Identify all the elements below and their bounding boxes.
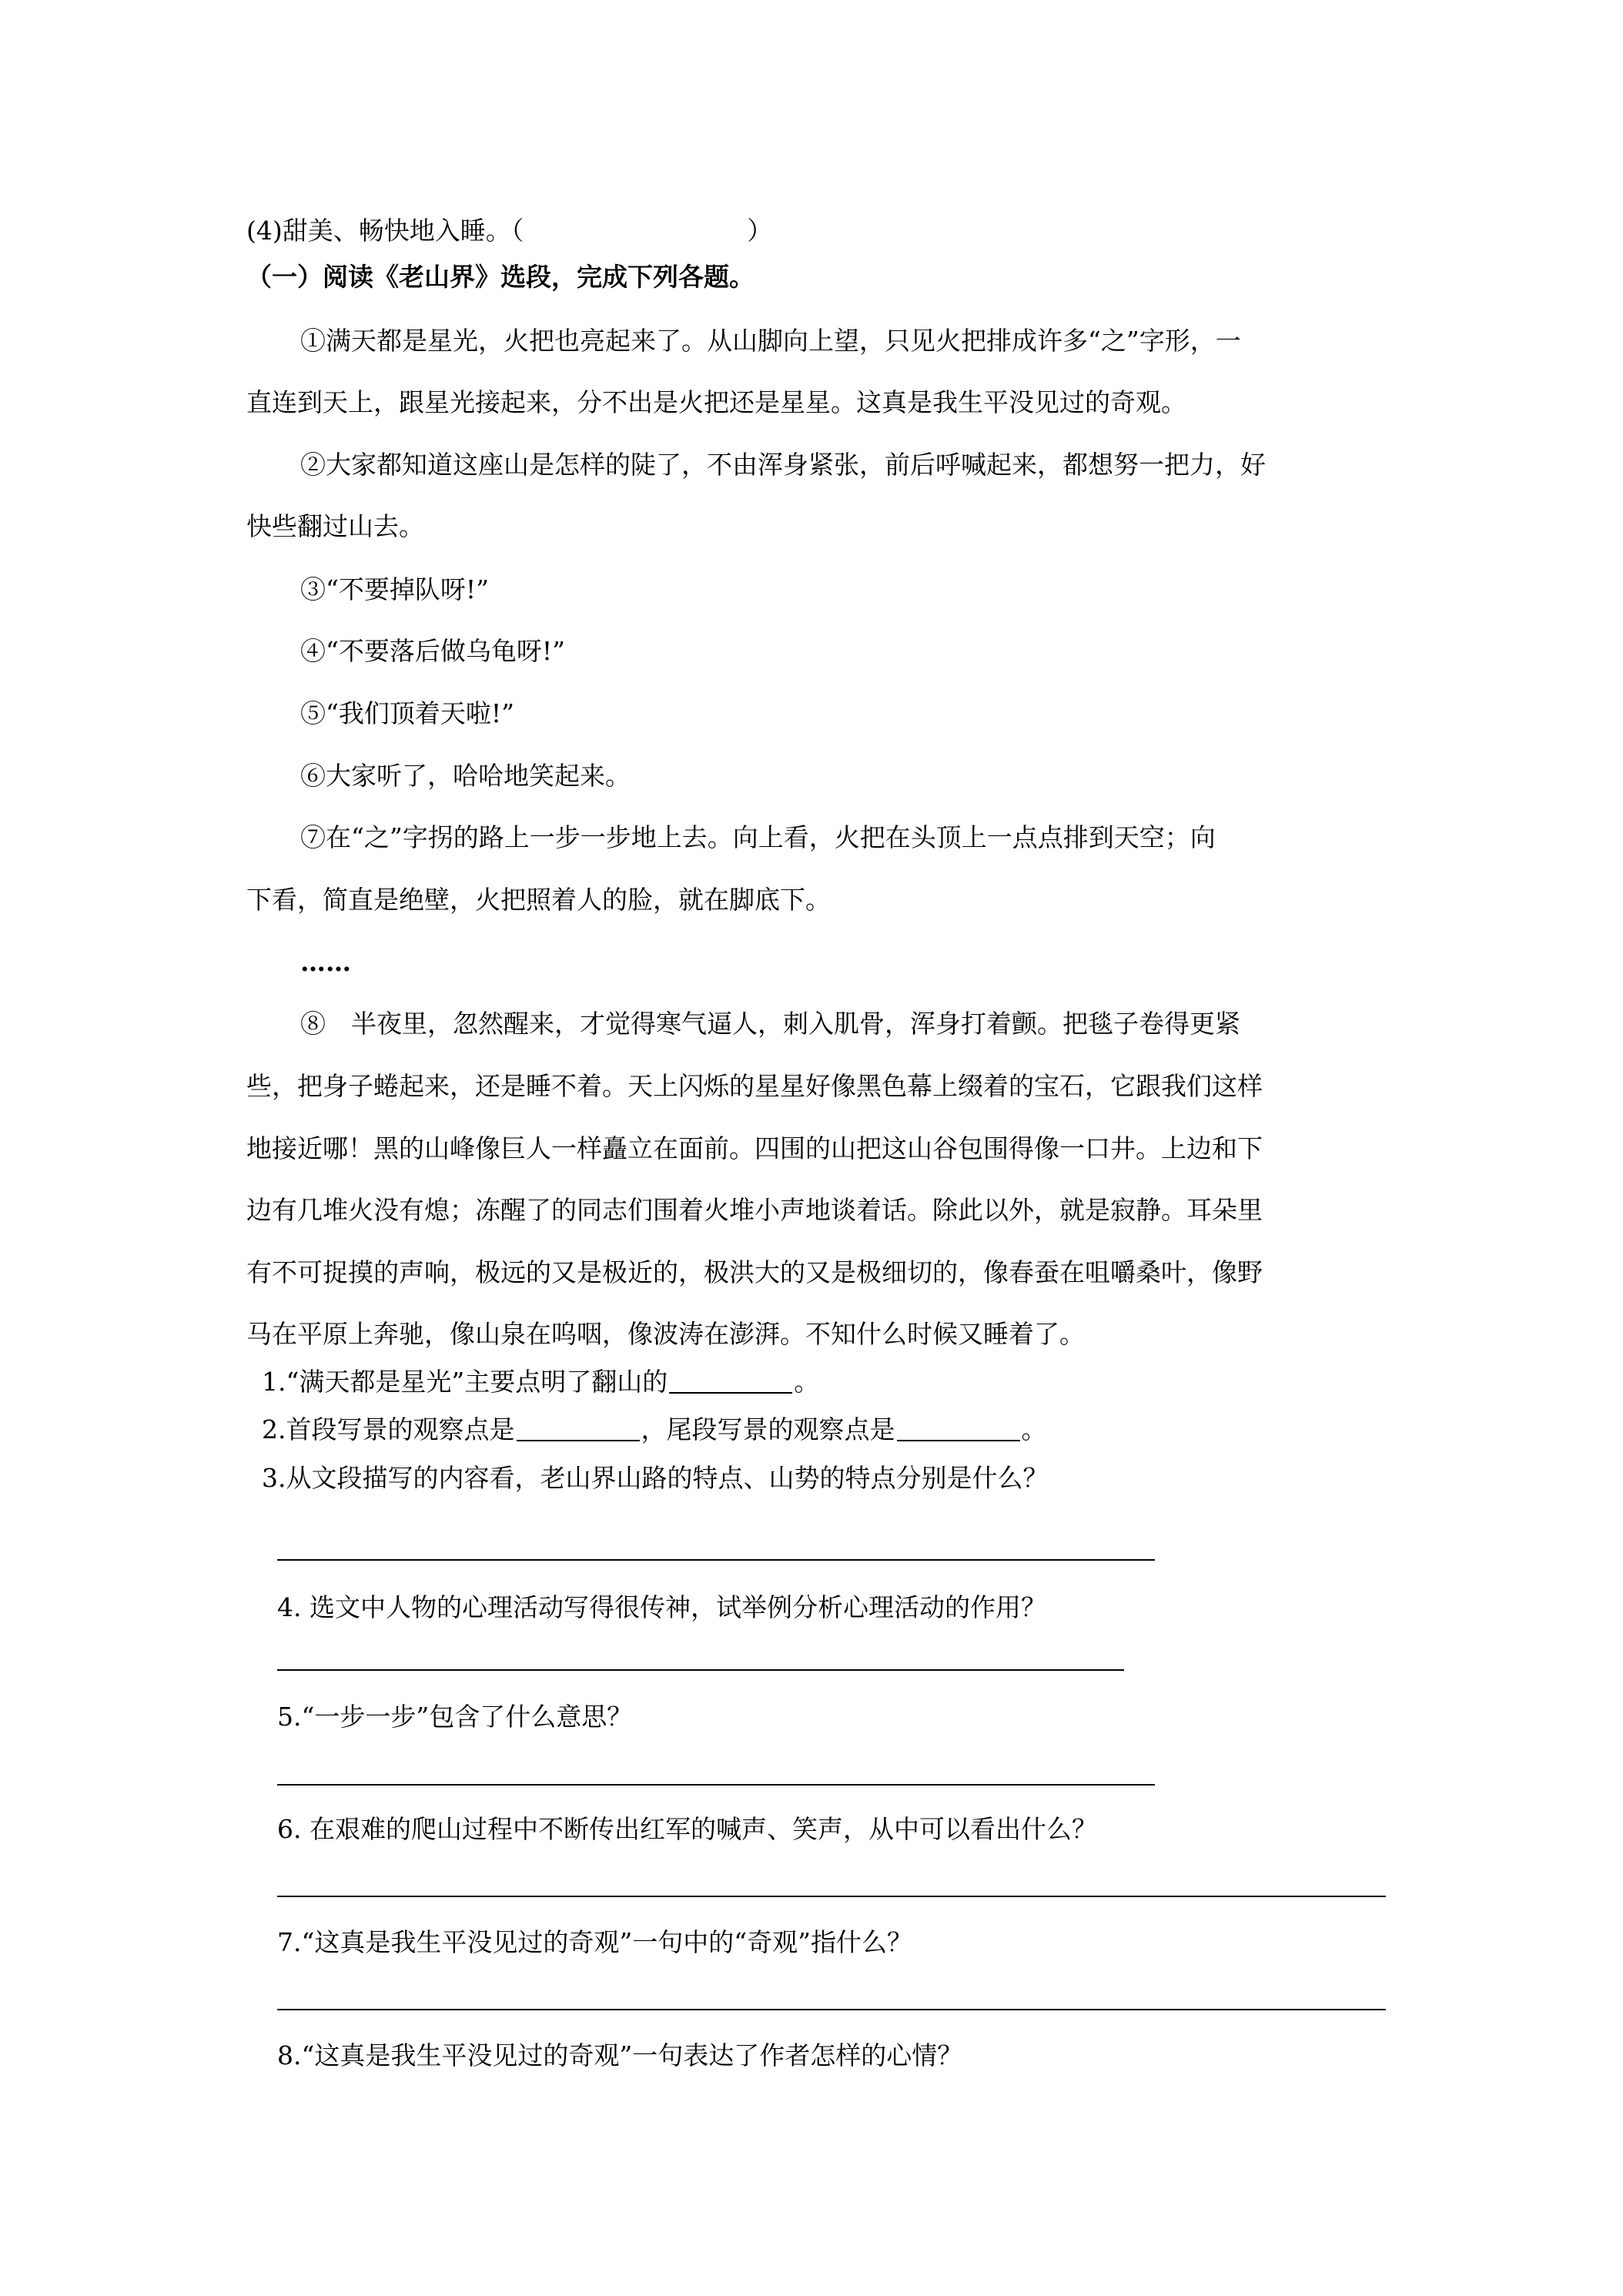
question-2	[262, 1414, 1047, 1445]
passage-p4: ④“不要落后做乌龟呀!”	[300, 636, 566, 666]
question-2-answer-blank-1[interactable]	[517, 1417, 640, 1441]
item-4-number: (4)	[246, 216, 283, 246]
item-4-open-paren: （	[510, 216, 524, 246]
question-3-answer-line[interactable]	[277, 1559, 1155, 1561]
passage-p8-line4: 边有几堆火没有熄；冻醒了的同志们围着火堆小声地谈着话。除此以外，就是寂静。耳朵里	[246, 1195, 1263, 1225]
passage-p7-line1: ⑦在“之”字拐的路上一步一步地上去。向上看，火把在头顶上一点点排到天空；向	[300, 822, 1216, 852]
question-4: 4. 选文中人物的心理活动写得很传神，试举例分析心理活动的作用？	[277, 1592, 1046, 1622]
question-4-answer-line[interactable]	[277, 1669, 1124, 1671]
question-6-answer-line[interactable]	[277, 1896, 1386, 1897]
passage-p8-line3: 地接近哪！黑的山峰像巨人一样矗立在面前。四围的山把这山谷包围得像一口井。上边和下	[246, 1133, 1263, 1163]
passage-p3: ③“不要掉队呀!”	[300, 574, 490, 604]
passage-p8-line6: 马在平原上奔驰，像山泉在呜咽，像波涛在澎湃。不知什么时候又睡着了。	[246, 1319, 1085, 1349]
item-4-line	[246, 216, 772, 246]
passage-p6: ⑥大家听了，哈哈地笑起来。	[300, 761, 631, 791]
question-8: 8.“这真是我生平没见过的奇观”一句表达了作者怎样的心情？	[277, 2040, 963, 2070]
question-7-answer-line[interactable]	[277, 2009, 1386, 2010]
passage-p1-line2: 直连到天上，跟星光接起来，分不出是火把还是星星。这真是我生平没见过的奇观。	[246, 387, 1186, 417]
question-1	[262, 1367, 819, 1397]
passage-p1-line1: ①满天都是星光，火把也亮起来了。从山脚向上望，只见火把排成许多“之”字形，一	[300, 326, 1241, 356]
item-4-text: 甜美、畅快地入睡。	[282, 216, 511, 246]
question-2-end: 。	[1021, 1414, 1047, 1444]
question-5-answer-line[interactable]	[277, 1784, 1155, 1786]
question-2-text-b: ，尾段写景的观察点是	[641, 1414, 895, 1444]
item-4-close-paren: ）	[747, 216, 773, 246]
question-3: 3.从文段描写的内容看，老山界山路的特点、山势的特点分别是什么？	[262, 1463, 1049, 1493]
passage-p8-line1: ⑧ 半夜里，忽然醒来，才觉得寒气逼人，刺入肌骨，浑身打着颤。把毯子卷得更紧	[300, 1009, 1240, 1039]
question-1-text: 1.“满天都是星光”主要点明了翻山的	[262, 1367, 668, 1397]
passage-p5: ⑤“我们顶着天啦!”	[300, 698, 515, 728]
question-5: 5.“一步一步”包含了什么意思？	[277, 1702, 633, 1732]
question-6: 6. 在艰难的爬山过程中不断传出红军的喊声、笑声，从中可以看出什么？	[277, 1814, 1097, 1844]
question-2-text-a: 2.首段写景的观察点是	[262, 1414, 515, 1444]
question-7: 7.“这真是我生平没见过的奇观”一句中的“奇观”指什么？	[277, 1927, 912, 1957]
question-2-answer-blank-2[interactable]	[897, 1417, 1020, 1441]
passage-ellipsis: ……	[300, 947, 351, 977]
section-title: （一）阅读《老山界》选段，完成下列各题。	[246, 262, 755, 292]
passage-p2-line2: 快些翻过山去。	[246, 511, 424, 541]
passage-p7-line2: 下看，简直是绝壁，火把照着人的脸，就在脚底下。	[246, 885, 831, 915]
passage-p8-line5: 有不可捉摸的声响，极远的又是极近的，极洪大的又是极细切的，像春蚕在咀嚼桑叶，像野	[246, 1257, 1263, 1287]
passage-p2-line1: ②大家都知道这座山是怎样的陡了，不由浑身紧张，前后呼喊起来，都想努一把力，好	[300, 450, 1266, 480]
question-1-end: 。	[794, 1367, 820, 1397]
passage-p8-line2: 些，把身子蜷起来，还是睡不着。天上闪烁的星星好像黑色幕上缀着的宝石，它跟我们这样	[246, 1071, 1263, 1101]
question-1-answer-blank[interactable]	[669, 1369, 792, 1394]
